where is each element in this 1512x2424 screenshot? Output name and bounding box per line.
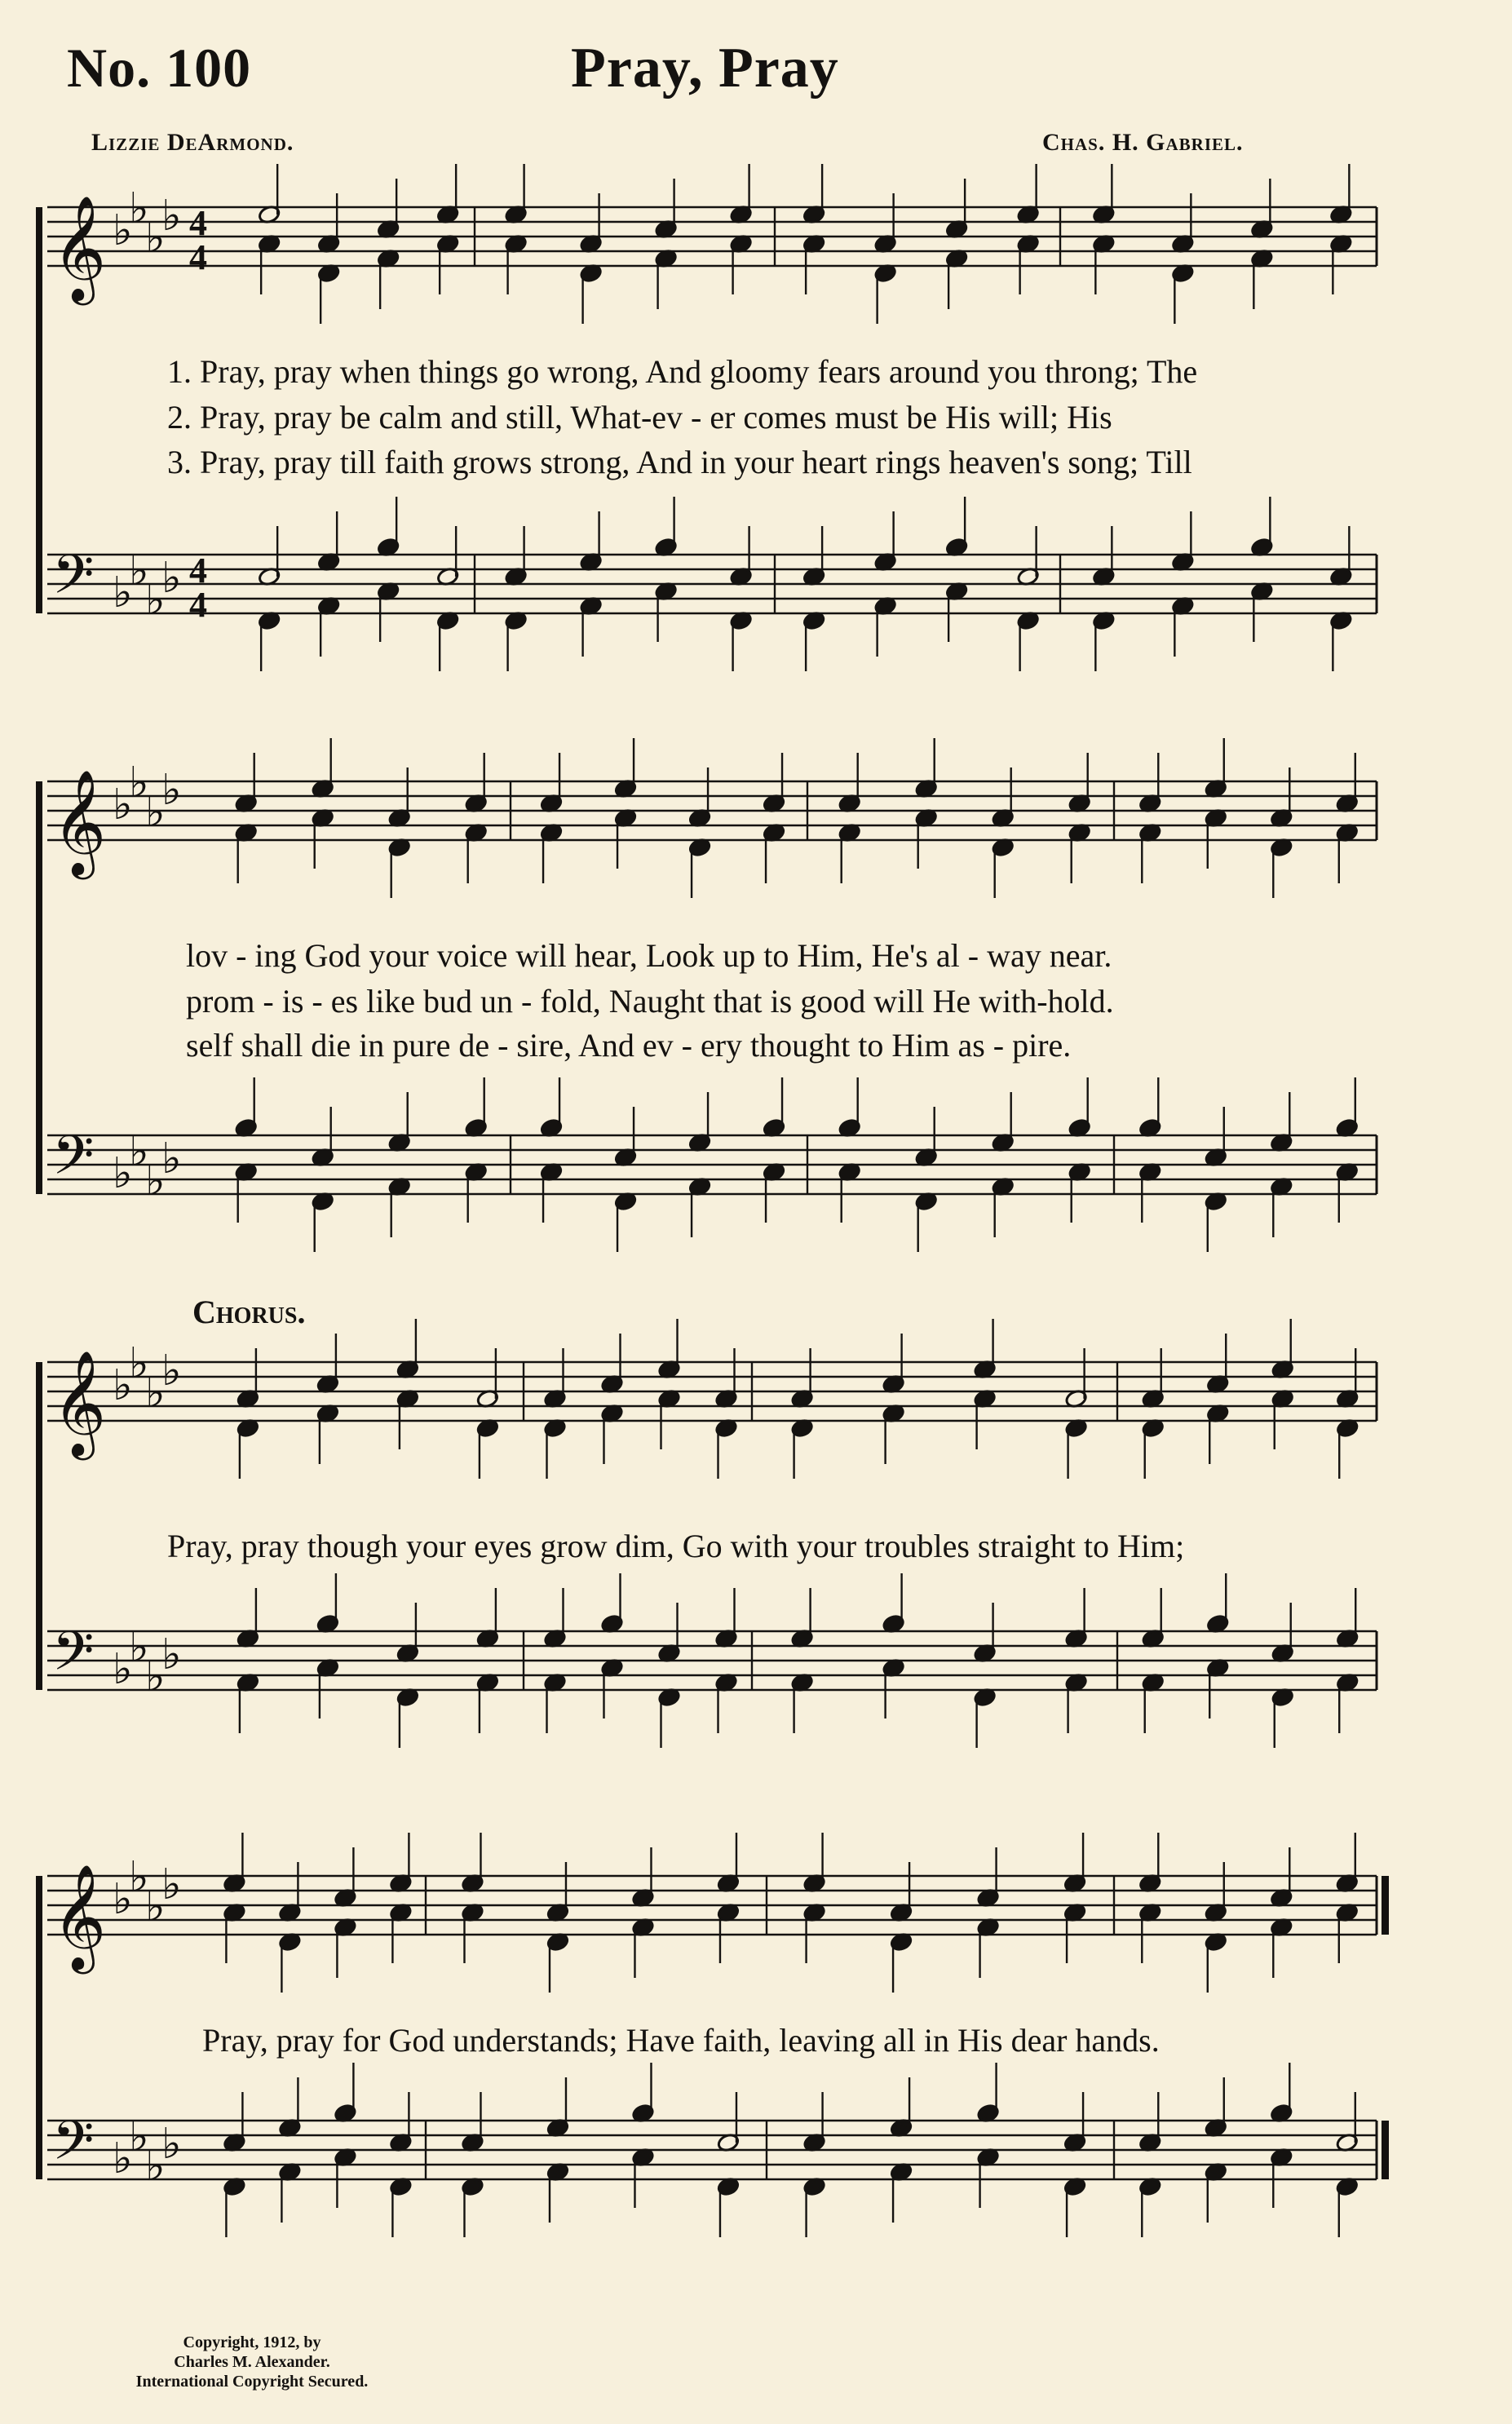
- copyright-notice: [101, 2333, 403, 2391]
- treble-clef-icon: 𝄞: [52, 769, 107, 875]
- treble-clef-icon: 𝄞: [52, 1350, 107, 1456]
- flat-sign-icon: ♭: [113, 1875, 133, 1924]
- flat-sign-icon: ♭: [129, 184, 149, 233]
- verse-2-line-2: prom - is - es like bud un - fold, Naught that is good will He with-hold.: [186, 983, 1114, 1020]
- flat-sign-icon: ♭: [129, 546, 149, 595]
- bass-clef-icon: 𝄢: [52, 2109, 95, 2185]
- flat-sign-icon: ♭: [145, 1157, 166, 1205]
- hymn-number: No. 100: [67, 37, 252, 99]
- verse-3-line-2: self shall die in pure de - sire, And ev - ery thought to Him as - pire.: [186, 1027, 1072, 1064]
- flat-sign-icon: ♭: [129, 759, 149, 807]
- flat-sign-icon: ♭: [145, 788, 166, 837]
- time-signature-top: 4: [189, 551, 207, 591]
- flat-sign-icon: ♭: [161, 192, 182, 241]
- hymn-title: Pray, Pray: [571, 37, 839, 100]
- time-signature-bottom: 4: [189, 237, 207, 277]
- flat-sign-icon: ♭: [145, 214, 166, 263]
- treble-clef-icon: 𝄞: [52, 1864, 107, 1970]
- copyright-line-3: International Copyright Secured.: [135, 2373, 369, 2391]
- composer-credit: Chas. H. Gabriel.: [1042, 129, 1244, 156]
- verse-3-line-1: 3. Pray, pray till faith grows strong, And in your heart rings heaven's song; Till: [167, 444, 1192, 480]
- bass-clef-icon: 𝄢: [52, 543, 95, 619]
- chorus-line-2: Pray, pray for God understands; Have faith, leaving all in His dear hands.: [202, 2022, 1160, 2059]
- flat-sign-icon: ♭: [113, 206, 133, 255]
- flat-sign-icon: ♭: [161, 1347, 182, 1396]
- lyricist-credit: Lizzie DeArmond.: [91, 129, 294, 156]
- treble-clef-icon: 𝄞: [52, 195, 107, 301]
- verse-2-line-1: 2. Pray, pray be calm and still, What-ev - er comes must be His will; His: [167, 399, 1112, 436]
- copyright-line-1: Copyright, 1912, by: [183, 2333, 321, 2351]
- flat-sign-icon: ♭: [129, 1853, 149, 1902]
- final-bar-line: [1382, 1876, 1389, 1935]
- time-signature-top: 4: [189, 203, 207, 243]
- system-bracket: [36, 781, 42, 1194]
- flat-sign-icon: ♭: [145, 1882, 166, 1931]
- chorus-label: Chorus.: [192, 1294, 306, 1330]
- final-bar-line: [1382, 2121, 1389, 2179]
- flat-sign-icon: ♭: [129, 2112, 149, 2161]
- verse-1-line-2: lov - ing God your voice will hear, Look up to Him, He's al - way near.: [186, 937, 1112, 974]
- verse-1-line-1: 1. Pray, pray when things go wrong, And gloomy fears around you throng; The: [167, 353, 1198, 390]
- bass-clef-icon: 𝄢: [52, 1620, 95, 1696]
- flat-sign-icon: ♭: [161, 1860, 182, 1909]
- chorus-line-1: Pray, pray though your eyes grow dim, Go with your troubles straight to Him;: [167, 1528, 1185, 1564]
- flat-sign-icon: ♭: [161, 1135, 182, 1183]
- flat-sign-icon: ♭: [161, 554, 182, 603]
- flat-sign-icon: ♭: [113, 568, 133, 617]
- flat-sign-icon: ♭: [145, 1652, 166, 1701]
- flat-sign-icon: ♭: [161, 2120, 182, 2169]
- system-bracket: [36, 1362, 42, 1690]
- flat-sign-icon: ♭: [145, 1369, 166, 1418]
- system-bracket: [36, 207, 42, 613]
- flat-sign-icon: ♭: [129, 1127, 149, 1176]
- flat-sign-icon: ♭: [113, 1149, 133, 1198]
- bass-clef-icon: 𝄢: [52, 1124, 95, 1200]
- flat-sign-icon: ♭: [113, 1645, 133, 1694]
- flat-sign-icon: ♭: [113, 781, 133, 829]
- flat-sign-icon: ♭: [113, 2134, 133, 2183]
- time-signature-bottom: 4: [189, 585, 207, 625]
- flat-sign-icon: ♭: [145, 576, 166, 625]
- flat-sign-icon: ♭: [129, 1339, 149, 1388]
- system-bracket: [36, 1876, 42, 2179]
- flat-sign-icon: ♭: [129, 1623, 149, 1672]
- flat-sign-icon: ♭: [113, 1361, 133, 1410]
- flat-sign-icon: ♭: [161, 1630, 182, 1679]
- flat-sign-icon: ♭: [145, 2142, 166, 2191]
- flat-sign-icon: ♭: [161, 766, 182, 815]
- copyright-line-2: Charles M. Alexander.: [174, 2353, 330, 2371]
